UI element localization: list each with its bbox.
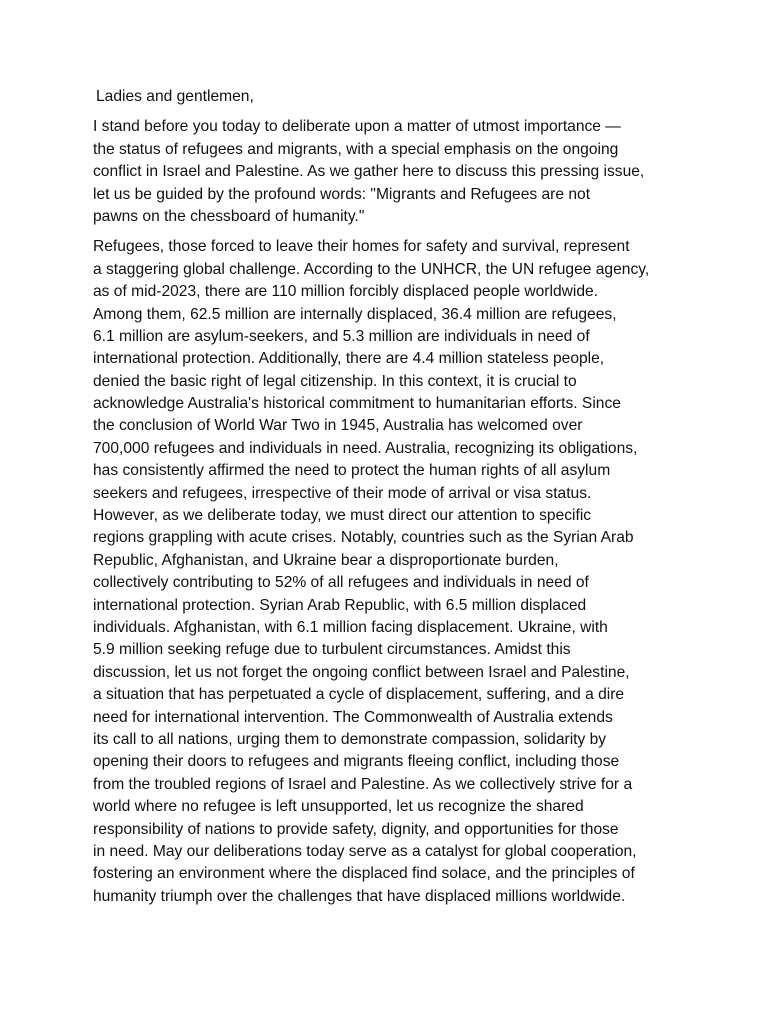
text-line: Republic, Afghanistan, and Ukraine bear a disproportionate burden, — [93, 551, 559, 569]
text-line: seekers and refugees, irrespective of their mode of arrival or visa status. — [93, 484, 592, 502]
text-line: I stand before you today to deliberate upon a matter of utmost importance — — [93, 118, 621, 136]
text-line: 5.9 million seeking refuge due to turbulent circumstances. Amidst this — [93, 641, 571, 659]
salutation — [93, 86, 678, 108]
text-line: 6.1 million are asylum-seekers, and 5.3 million are individuals in need of — [93, 327, 590, 345]
text-line: Refugees, those forced to leave their homes for safety and survival, represent — [93, 238, 630, 256]
text-line: in need. May our deliberations today serve as a catalyst for global cooperation, — [93, 842, 637, 860]
text-line: fostering an environment where the displaced find solace, and the principles of — [93, 865, 635, 883]
text-line: denied the basic right of legal citizenship. In this context, it is crucial to — [93, 372, 577, 390]
text-line: its call to all nations, urging them to demonstrate compassion, solidarity by — [93, 730, 607, 748]
text-line: 700,000 refugees and individuals in need. Australia, recognizing its obligations, — [93, 439, 638, 457]
text-line: However, as we deliberate today, we must direct our attention to specific — [93, 507, 592, 525]
text-line: the conclusion of World War Two in 1945, Australia has welcomed over — [93, 417, 583, 435]
text-line: let us be guided by the profound words: "Migrants and Refugees are not — [93, 185, 591, 203]
text-line: a staggering global challenge. According to the UNHCR, the UN refugee agency, — [93, 260, 650, 278]
text-line: opening their doors to refugees and migrants fleeing conflict, including those — [93, 753, 620, 771]
document-body — [93, 86, 678, 916]
paragraph-opening — [93, 116, 678, 228]
text-line: international protection. Syrian Arab Republic, with 6.5 million displaced — [93, 596, 587, 614]
text-line: individuals. Afghanistan, with 6.1 million facing displacement. Ukraine, with — [93, 618, 608, 636]
text-line: a situation that has perpetuated a cycle of displacement, suffering, and a dire — [93, 686, 625, 704]
text-line: need for international intervention. The Commonwealth of Australia extends — [93, 708, 613, 726]
text-line: humanity triumph over the challenges that have displaced millions worldwide. — [93, 887, 626, 905]
text-line: the status of refugees and migrants, with a special emphasis on the ongoing — [93, 140, 619, 158]
text-line: world where no refugee is left unsupported, let us recognize the shared — [93, 798, 584, 816]
text-line: has consistently affirmed the need to protect the human rights of all asylum — [93, 462, 611, 480]
text-line: responsibility of nations to provide safety, dignity, and opportunities for those — [93, 820, 619, 838]
text-line: discussion, let us not forget the ongoing conflict between Israel and Palestine, — [93, 663, 630, 681]
text-line: acknowledge Australia's historical commitment to humanitarian efforts. Since — [93, 395, 621, 413]
text-line: as of mid-2023, there are 110 million forcibly displaced people worldwide. — [93, 283, 599, 301]
text-line: pawns on the chessboard of humanity." — [93, 207, 365, 225]
text-line: international protection. Additionally, there are 4.4 million stateless people, — [93, 350, 605, 368]
text-line: conflict in Israel and Palestine. As we gather here to discuss this pressing issue, — [93, 163, 645, 181]
text-line: Ladies and gentlemen, — [96, 88, 254, 105]
text-line: from the troubled regions of Israel and Palestine. As we collectively strive for a — [93, 775, 633, 793]
text-line: Among them, 62.5 million are internally displaced, 36.4 million are refugees, — [93, 305, 617, 323]
paragraph-body — [93, 236, 678, 908]
text-line: regions grappling with acute crises. Notably, countries such as the Syrian Arab — [93, 529, 634, 547]
text-line: collectively contributing to 52% of all refugees and individuals in need of — [93, 574, 589, 592]
